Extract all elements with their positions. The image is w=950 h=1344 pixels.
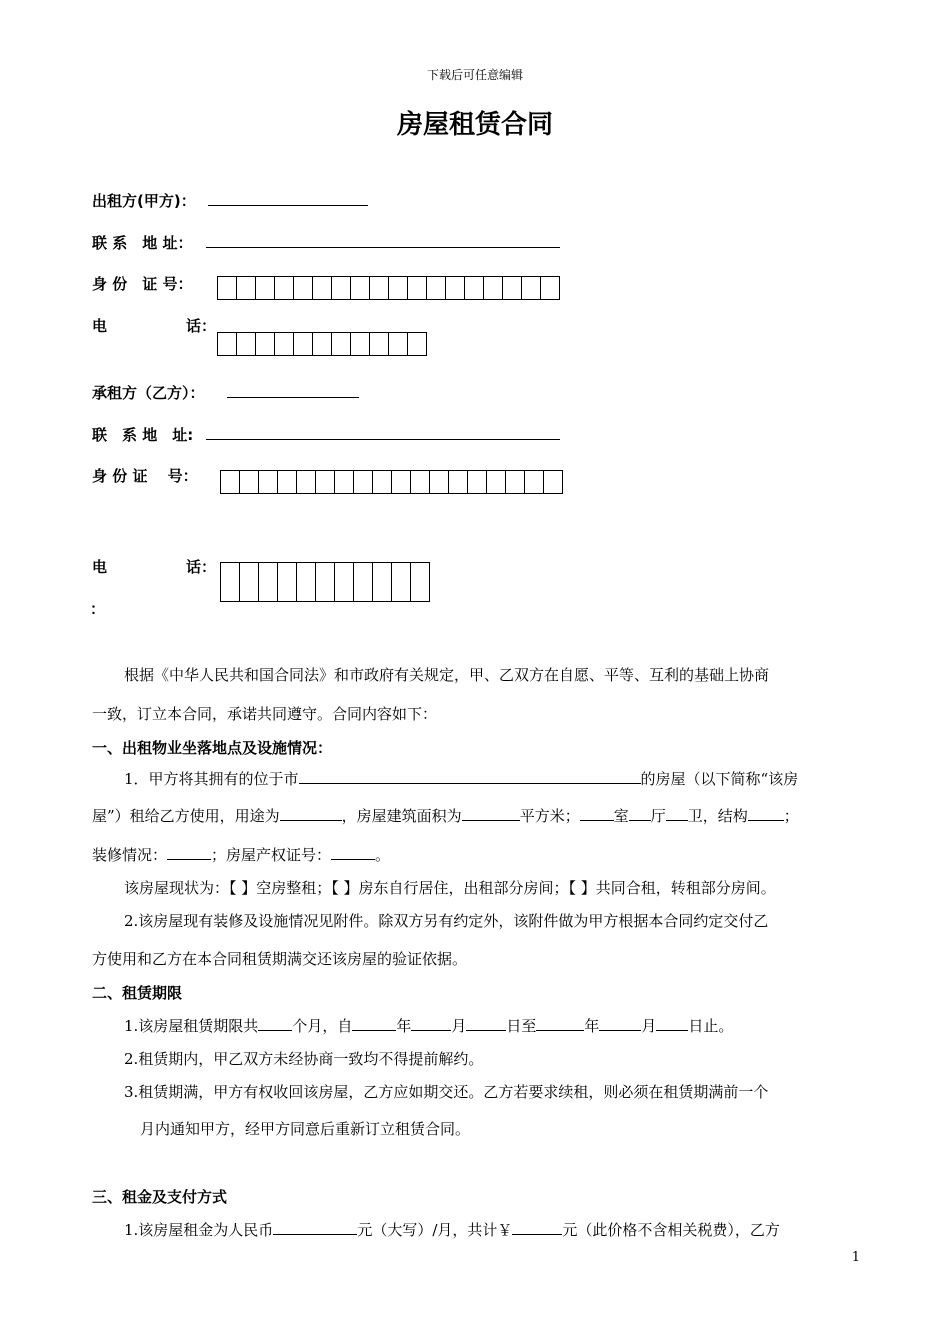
section-2-para-3-line-2: 月内通知甲方，经甲方同意后重新订立租赁合同。 — [140, 1120, 471, 1138]
page-title: 房屋租赁合同 — [396, 110, 553, 140]
text-fragment: 元（此价格不含相关税费），乙方 — [562, 1221, 780, 1239]
text-fragment: ；房屋产权证号： — [211, 846, 332, 864]
text-fragment: 月 — [451, 1017, 467, 1035]
rooms-field[interactable] — [580, 806, 614, 821]
lessor-address-field[interactable] — [206, 247, 560, 248]
lessee-address-label: 联 系 地 址: — [92, 426, 194, 444]
lessee-phone-label-b: 话： — [186, 558, 217, 576]
text-fragment: 元（大写）/月，共计￥ — [357, 1221, 513, 1239]
status-line: 该房屋现状为：【 】空房整租；【 】房东自行居住，出租部分房间；【 】共同合租，转租部分房间。 — [124, 879, 776, 897]
lessor-phone-label-b: 话： — [186, 317, 217, 335]
section-1-para-2-line-1: 2.该房屋现有装修及设施情况见附件。除双方另有约定外，该附件做为甲方根据本合同约定交付乙 — [124, 912, 769, 930]
text-fragment: 日至 — [506, 1017, 537, 1035]
section-1-para-1-line-1 — [124, 768, 798, 789]
lessee-id-boxes[interactable] — [220, 470, 563, 494]
text-fragment: 室 — [613, 807, 629, 825]
header-note: 下载后可任意编辑 — [426, 68, 523, 82]
section-2-heading: 二、租赁期限 — [92, 984, 183, 1002]
section-2-para-2: 2.租赁期内，甲乙双方未经协商一致均不得提前解约。 — [124, 1050, 484, 1068]
text-fragment: 平方米； — [519, 807, 580, 825]
end-day-field[interactable] — [656, 1016, 688, 1031]
text-fragment: 。 — [375, 846, 391, 864]
intro-line-1: 根据《中华人民共和国合同法》和市政府有关规定，甲、乙双方在自愿、平等、互利的基础上协商 — [124, 666, 770, 684]
lessee-phone-colon: ： — [90, 600, 106, 618]
text-fragment: 月 — [641, 1017, 657, 1035]
property-cert-field[interactable] — [331, 845, 375, 860]
end-year-field[interactable] — [536, 1016, 584, 1031]
text-fragment: 年 — [584, 1017, 600, 1035]
lessor-name-field[interactable] — [208, 205, 368, 206]
start-month-field[interactable] — [411, 1016, 451, 1031]
section-3-heading: 三、租金及支付方式 — [92, 1188, 228, 1206]
area-field[interactable] — [462, 806, 520, 821]
section-1-heading: 一、出租物业坐落地点及设施情况： — [92, 739, 333, 757]
halls-field[interactable] — [629, 806, 651, 821]
text-fragment: 1．甲方将其拥有的位于市 — [124, 770, 299, 788]
rent-total-field[interactable] — [512, 1220, 562, 1235]
lessor-id-boxes[interactable] — [217, 276, 560, 300]
intro-line-2: 一致，订立本合同，承诺共同遵守。合同内容如下： — [92, 705, 438, 723]
lessee-name-field[interactable] — [227, 397, 359, 398]
lessee-phone-boxes[interactable] — [220, 562, 430, 602]
text-fragment: ，房屋建筑面积为 — [341, 807, 462, 825]
structure-field[interactable] — [748, 806, 784, 821]
lessor-id-label: 身 份 证 号： — [92, 275, 193, 293]
text-fragment: 卫，结构 — [687, 807, 748, 825]
property-location-field[interactable] — [299, 769, 641, 784]
text-fragment: 年 — [396, 1017, 412, 1035]
text-fragment: 屋”）租给乙方使用，用途为 — [92, 807, 280, 825]
page-number: 1 — [851, 1250, 860, 1265]
text-fragment: 1.该房屋租金为人民币 — [124, 1221, 274, 1239]
text-fragment: ； — [783, 807, 799, 825]
rent-rmb-field[interactable] — [273, 1220, 357, 1235]
baths-field[interactable] — [666, 806, 688, 821]
section-1-para-2-line-2: 方使用和乙方在本合同租赁期满交还该房屋的验证依据。 — [92, 950, 468, 968]
lessee-phone-label-a: 电 — [92, 558, 108, 576]
start-year-field[interactable] — [352, 1016, 396, 1031]
lessee-name-label: 承租方（乙方）： — [92, 384, 205, 402]
section-1-para-1-line-3 — [92, 844, 390, 865]
text-fragment: 日止。 — [688, 1017, 734, 1035]
lessor-name-label: 出租方(甲方)： — [92, 192, 196, 210]
usage-field[interactable] — [280, 806, 342, 821]
lessor-address-label: 联 系 地 址： — [92, 234, 193, 252]
text-fragment: 厅 — [650, 807, 666, 825]
text-fragment: 装修情况： — [92, 846, 168, 864]
text-fragment: 的房屋（以下简称“该房 — [640, 770, 799, 788]
lessor-phone-boxes[interactable] — [217, 332, 427, 356]
section-2-para-1 — [124, 1015, 733, 1036]
decoration-field[interactable] — [167, 845, 211, 860]
lessee-id-label: 身 份 证 号： — [92, 467, 198, 485]
section-3-para-1 — [124, 1219, 780, 1240]
text-fragment: 个月，自 — [292, 1017, 353, 1035]
section-2-para-3-line-1: 3.租赁期满，甲方有权收回该房屋，乙方应如期交还。乙方若要求续租，则必须在租赁期满前一个 — [124, 1083, 769, 1101]
start-day-field[interactable] — [466, 1016, 506, 1031]
lessee-address-field[interactable] — [206, 439, 560, 440]
end-month-field[interactable] — [599, 1016, 641, 1031]
section-1-para-1-line-2 — [92, 805, 799, 826]
lessor-phone-label-a: 电 — [92, 317, 108, 335]
text-fragment: 1.该房屋租赁期限共 — [124, 1017, 259, 1035]
lease-months-field[interactable] — [258, 1016, 292, 1031]
